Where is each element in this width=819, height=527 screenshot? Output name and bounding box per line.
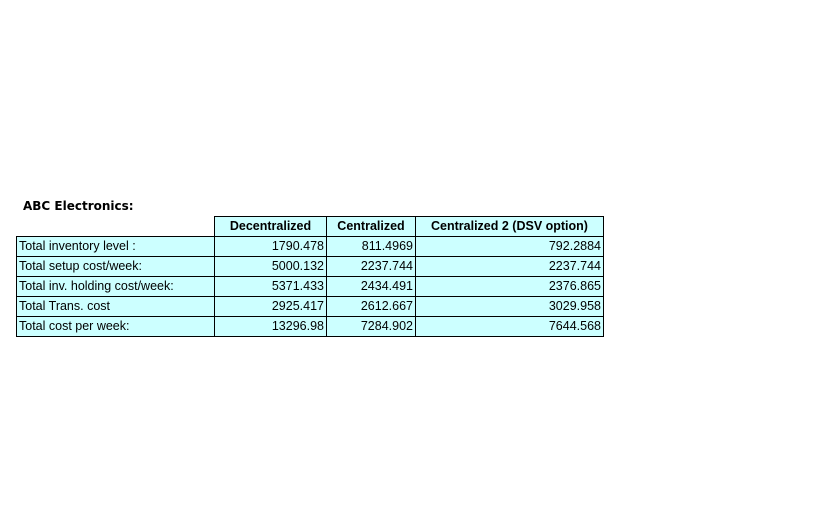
column-header-decentralized[interactable]: Decentralized bbox=[215, 217, 327, 237]
table-row bbox=[17, 317, 604, 337]
cell-value[interactable]: 5000.132 bbox=[215, 257, 327, 277]
table-row bbox=[17, 277, 604, 297]
row-label-total-setup-cost[interactable]: Total setup cost/week: bbox=[17, 257, 215, 277]
cell-value[interactable]: 2434.491 bbox=[327, 277, 416, 297]
cost-comparison-table bbox=[16, 216, 604, 337]
cell-value[interactable]: 2925.417 bbox=[215, 297, 327, 317]
cell-value[interactable]: 3029.958 bbox=[416, 297, 604, 317]
row-label-total-cost-per-week[interactable]: Total cost per week: bbox=[17, 317, 215, 337]
column-header-centralized[interactable]: Centralized bbox=[327, 217, 416, 237]
row-label-total-inv-holding-cost[interactable]: Total inv. holding cost/week: bbox=[17, 277, 215, 297]
cell-value[interactable]: 7284.902 bbox=[327, 317, 416, 337]
cell-value[interactable]: 2376.865 bbox=[416, 277, 604, 297]
cell-value[interactable]: 13296.98 bbox=[215, 317, 327, 337]
table-row bbox=[17, 297, 604, 317]
header-corner-cell bbox=[17, 217, 215, 237]
row-label-total-trans-cost[interactable]: Total Trans. cost bbox=[17, 297, 215, 317]
cell-value[interactable]: 5371.433 bbox=[215, 277, 327, 297]
table-row bbox=[17, 257, 604, 277]
cell-value[interactable]: 1790.478 bbox=[215, 237, 327, 257]
cell-value[interactable]: 2237.744 bbox=[327, 257, 416, 277]
cell-value[interactable]: 792.2884 bbox=[416, 237, 604, 257]
table-header-row bbox=[17, 217, 604, 237]
cell-value[interactable]: 7644.568 bbox=[416, 317, 604, 337]
sheet-title: ABC Electronics: bbox=[23, 199, 134, 213]
table-row bbox=[17, 237, 604, 257]
cell-value[interactable]: 2612.667 bbox=[327, 297, 416, 317]
cell-value[interactable]: 2237.744 bbox=[416, 257, 604, 277]
cell-value[interactable]: 811.4969 bbox=[327, 237, 416, 257]
row-label-total-inventory-level[interactable]: Total inventory level : bbox=[17, 237, 215, 257]
column-header-centralized-2[interactable]: Centralized 2 (DSV option) bbox=[416, 217, 604, 237]
